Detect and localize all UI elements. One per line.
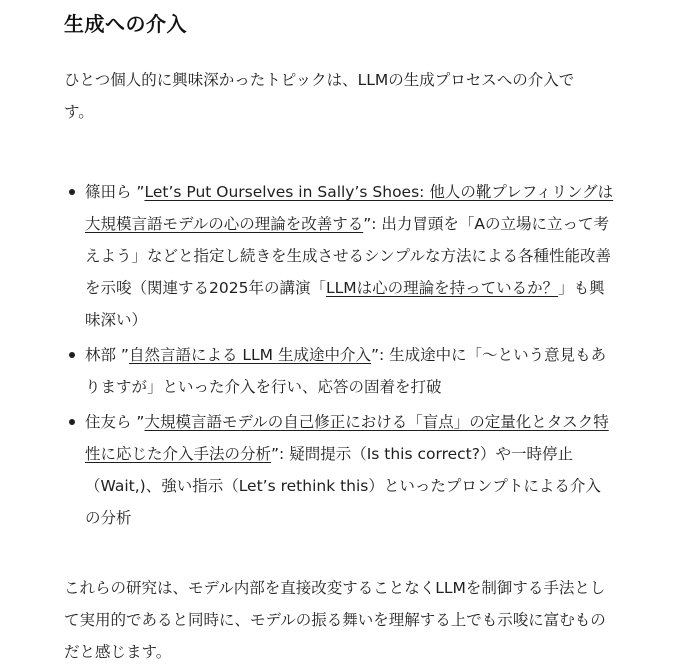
item-description: ”: 疑問提示（Is this correct?）や一時停止（Wait,)、強い指示（Let’s rethink this）といったプロンプトによる介入の分析	[85, 445, 601, 527]
item-author: 住友ら ”	[85, 413, 145, 431]
intro-paragraph: ひとつ個人的に興味深かったトピックは、LLMの生成プロセスへの介入です。	[64, 71, 575, 121]
bullet-icon	[69, 189, 75, 195]
research-list	[64, 176, 616, 534]
paper-link[interactable]: 自然言語による LLM 生成途中介入	[128, 346, 371, 364]
paper-link[interactable]: 大規模言語モデルの自己修正における「盲点」の定量化とタスク特性に応じた介入手法の分析	[85, 413, 609, 463]
conclusion-paragraph: これらの研究は、モデル内部を直接改変することなくLLMを制御する手法として実用的であると同時に、モデルの振る舞いを理解する上でも示唆に富むものだと感じます。	[64, 579, 606, 661]
item-description: ”: 出力冒頭を「Aの立場に立って考えよう」などと指定し続きを生成させるシンプルな方法による各種性能改善を示唆（関連する2025年の講演「	[85, 215, 611, 297]
item-description: ”: 生成途中に「〜という意見もありますが」といった介入を行い、応答の固着を打破	[85, 346, 607, 396]
bullet-icon	[69, 419, 75, 425]
bullet-icon	[69, 352, 75, 358]
item-author: 篠田ら ”	[85, 183, 145, 201]
list-item	[64, 176, 615, 336]
list-item	[64, 339, 615, 403]
item-author: 林部 ”	[85, 346, 129, 364]
talk-link[interactable]: LLMは心の理論を持っているか？	[325, 279, 559, 297]
section-heading: 生成への介入	[64, 12, 187, 36]
paper-link[interactable]: Let’s Put Ourselves in Sally’s Shoes: 他人の靴プレフィリングは大規模言語モデルの心の理論を改善する	[85, 183, 614, 233]
item-suffix: 」も興味深い）	[85, 279, 605, 329]
list-item	[64, 406, 615, 534]
